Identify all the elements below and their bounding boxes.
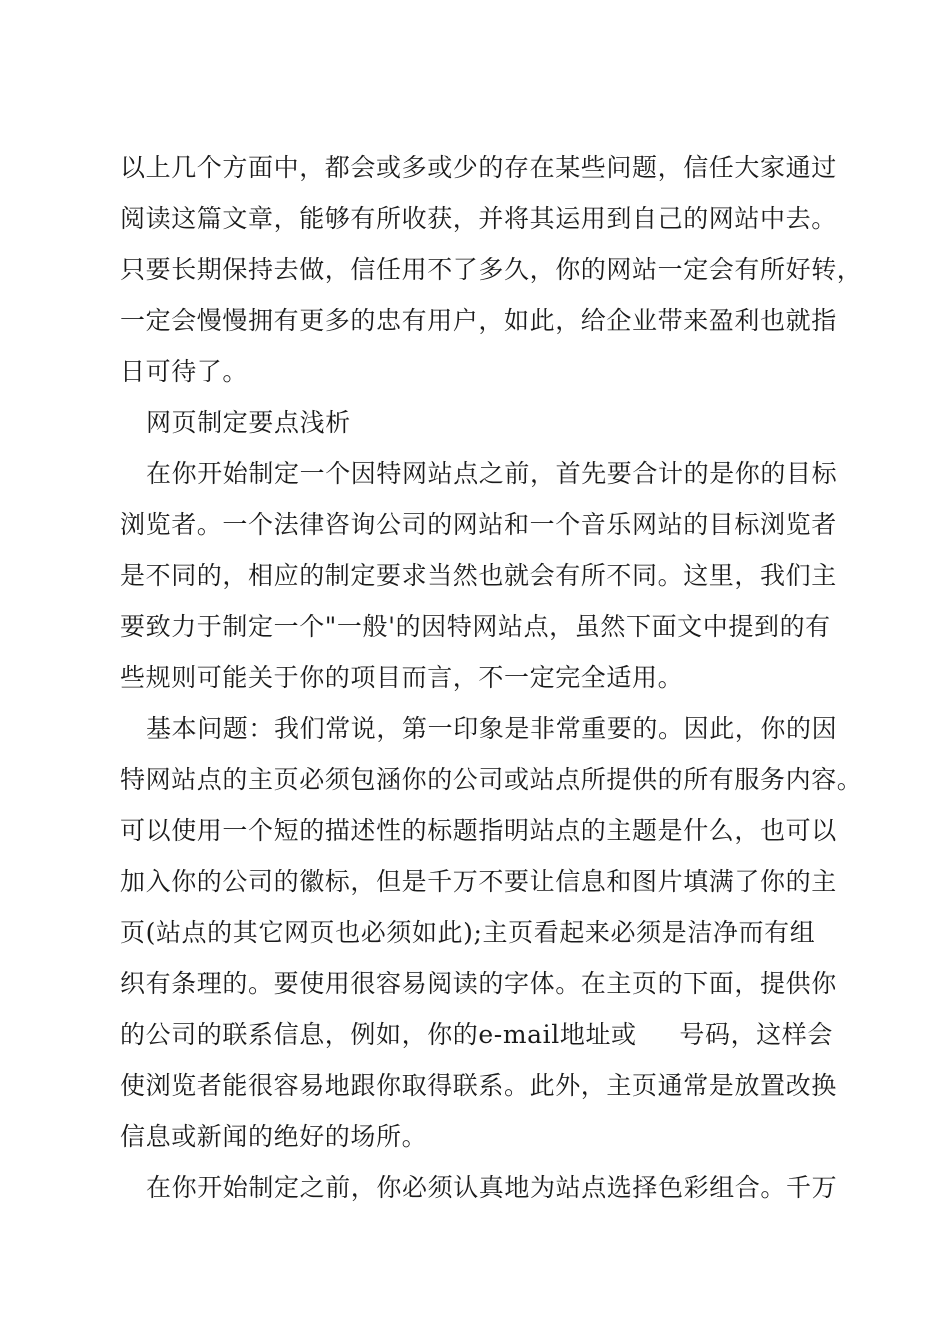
paragraph-line: 只要长期保持去做，信任用不了多久，你的网站一定会有所好转， xyxy=(120,255,863,284)
paragraph-line: 阅读这篇文章，能够有所收获，并将其运用到自己的网站中去。 xyxy=(120,204,837,233)
paragraph-line: 以上几个方面中，都会或多或少的存在某些问题，信任大家通过 xyxy=(120,153,837,182)
paragraph-line: 是不同的，相应的制定要求当然也就会有所不同。这里，我们主 xyxy=(120,561,837,590)
paragraph-line: 特网站点的主页必须包涵你的公司或站点所提供的所有服务内容。 xyxy=(120,765,863,794)
paragraph-line: 浏览者。一个法律咨询公司的网站和一个音乐网站的目标浏览者 xyxy=(120,510,837,539)
paragraph-line: 使浏览者能很容易地跟你取得联系。此外，主页通常是放置改换 xyxy=(120,1071,837,1100)
section-heading: 网页制定要点浅析 xyxy=(146,408,351,437)
paragraph-line: 加入你的公司的徽标，但是千万不要让信息和图片填满了你的主 xyxy=(120,867,837,896)
paragraph-line: 日可待了。 xyxy=(120,357,249,386)
paragraph-line: 织有条理的。要使用很容易阅读的字体。在主页的下面，提供你 xyxy=(120,969,837,998)
paragraph-line: 在你开始制定之前，你必须认真地为站点选择色彩组合。千万 xyxy=(146,1173,838,1202)
paragraph-line: 要致力于制定一个"一般'的因特网站点，虽然下面文中提到的有 xyxy=(120,612,831,641)
paragraph-line: 信息或新闻的绝好的场所。 xyxy=(120,1122,428,1151)
paragraph-line: 些规则可能关于你的项目而言，不一定完全适用。 xyxy=(120,663,684,692)
paragraph-line: 基本问题：我们常说，第一印象是非常重要的。因此，你的因 xyxy=(146,714,838,743)
paragraph-line: 可以使用一个短的描述性的标题指明站点的主题是什么，也可以 xyxy=(120,816,837,845)
paragraph-line: 页(站点的其它网页也必须如此);主页看起来必须是洁净而有组 xyxy=(120,918,816,947)
paragraph-line: 在你开始制定一个因特网站点之前，首先要合计的是你的目标 xyxy=(146,459,838,488)
paragraph-line: 的公司的联系信息，例如，你的e-mail地址或 号码，这样会 xyxy=(120,1020,833,1049)
paragraph-line: 一定会慢慢拥有更多的忠有用户，如此，给企业带来盈利也就指 xyxy=(120,306,837,335)
